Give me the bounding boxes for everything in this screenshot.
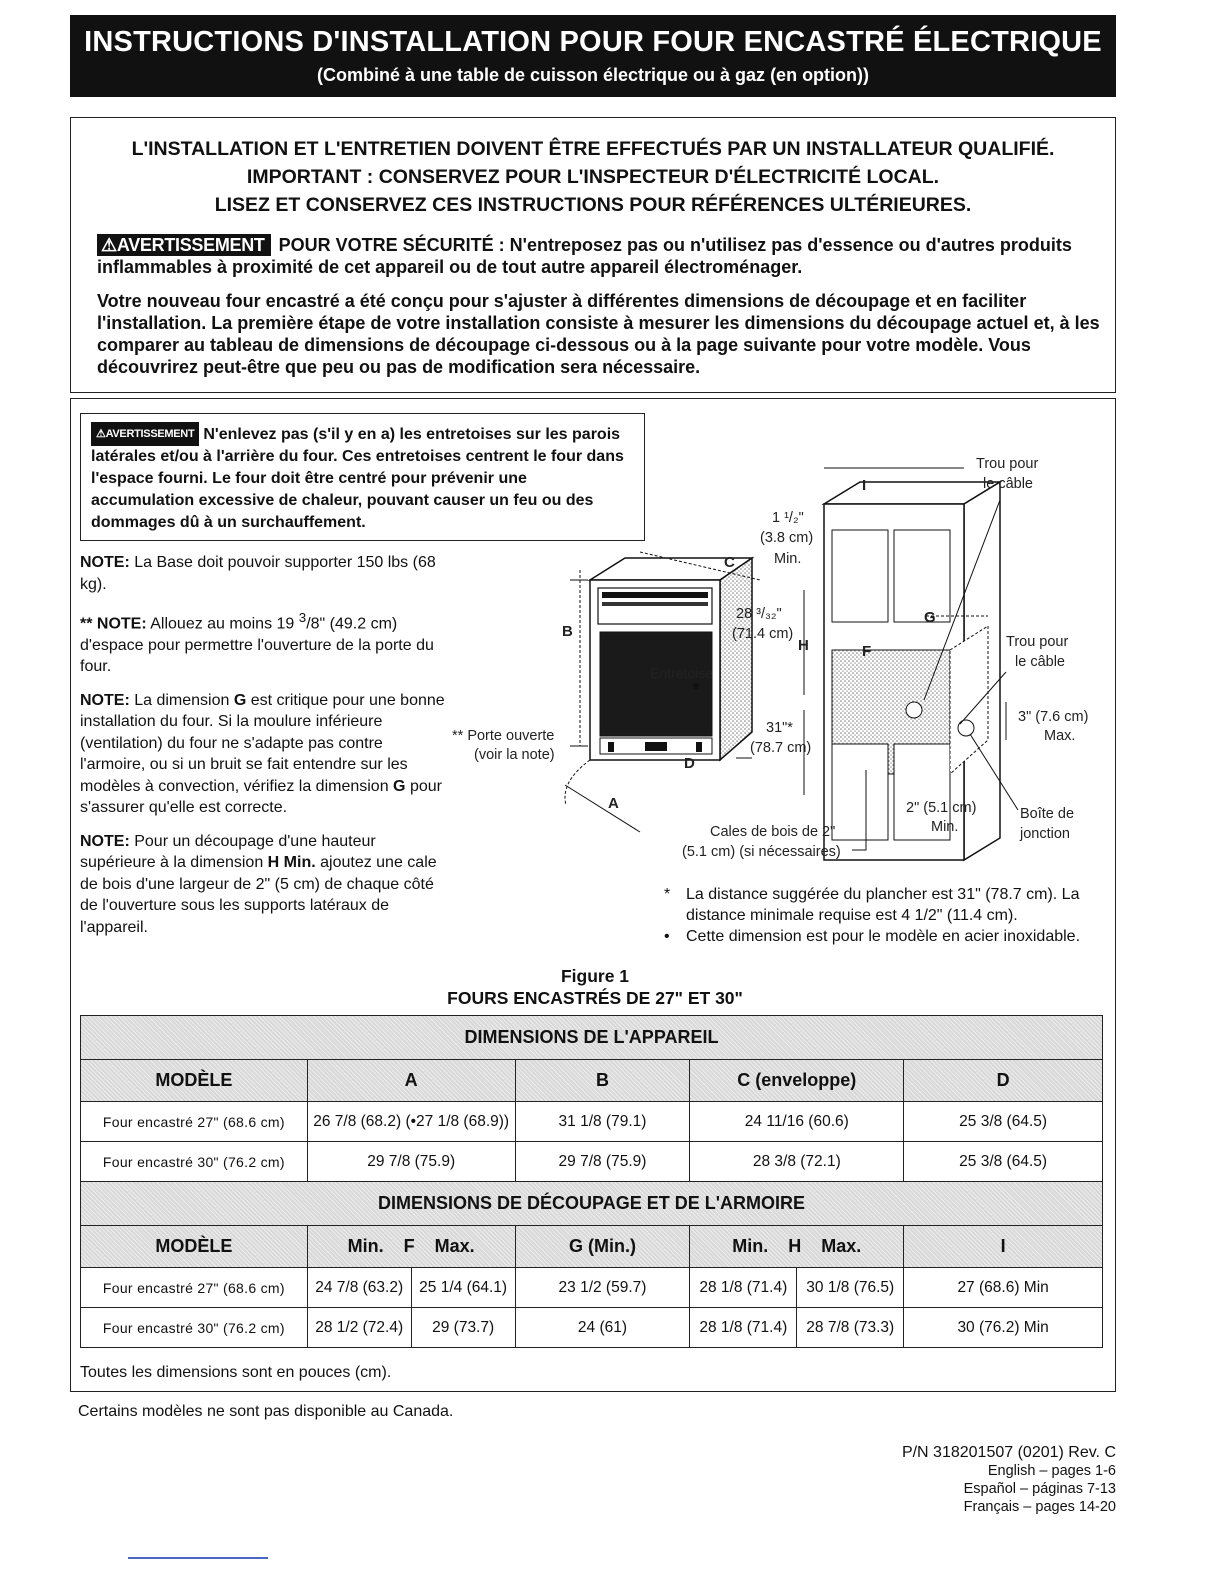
safety-warning: [97, 234, 1097, 278]
table-cell: 28 1/8 (71.4): [690, 1268, 797, 1308]
part-number: P/N 318201507 (0201) Rev. C: [901, 1444, 1116, 1461]
label-28: 28 ³/₃₂": [736, 606, 782, 622]
table-cell: 28 1/8 (71.4): [690, 1308, 797, 1348]
table-header-row: [81, 1226, 1103, 1268]
note-door: [80, 607, 445, 678]
figure-title: FOURS ENCASTRÉS DE 27" ET 30": [447, 988, 743, 1008]
col-header: D: [904, 1060, 1103, 1102]
warning-triangle-icon: ⚠: [101, 235, 117, 255]
language-english: English – pages 1-6: [987, 1463, 1116, 1479]
col-header: C (enveloppe): [690, 1060, 904, 1102]
page-subtitle: (Combiné à une table de cuisson électrique ou à gaz (en option)): [316, 65, 870, 85]
note-label: NOTE:: [80, 554, 130, 571]
section-cutout-dimensions: DIMENSIONS DE DÉCOUPAGE ET DE L'ARMOIRE: [81, 1182, 1103, 1226]
note-text: La Base doit pouvoir supporter 150 lbs (68 kg).: [80, 554, 436, 593]
note-g: G: [393, 777, 406, 795]
label-2in: 2" (5.1 cm): [906, 800, 977, 816]
note-dimension-g: [80, 690, 445, 819]
label-junction-box-b: jonction: [1020, 826, 1070, 842]
warning-badge: [97, 234, 271, 256]
note-label: NOTE:: [80, 832, 130, 850]
label-wood-shims-b: (5.1 cm) (si nécessaires): [682, 844, 841, 860]
label-i: I: [862, 477, 867, 494]
table-cell: 25 3/8 (64.5): [904, 1142, 1103, 1182]
table-cell: 30 (76.2) Min: [904, 1308, 1103, 1348]
units-note: Toutes les dimensions sont en pouces (cm).: [80, 1364, 392, 1381]
spacer-warning-badge-label: AVERTISSEMENT: [105, 428, 195, 440]
label-cable-hole-1b: le câble: [983, 476, 1033, 492]
table-cell: 28 7/8 (73.3): [797, 1308, 904, 1348]
intro-paragraph: Votre nouveau four encastré a été conçu pour s'ajuster à différentes dimensions de découpage et en faciliter l'installation. La première étape de votre installation consiste à mesurer les dimensions du découpage actuel et, à les comparer au tableau de dimensions de découpage ci-dessous ou à la page suivante pour votre modèle. Vous découvrirez peut-être que peu ou pas de modification sera nécessaire.: [97, 291, 1100, 377]
note-text: /8" (49.2 cm) d'espace pour permettre l'ouverture de la porte du four.: [80, 615, 434, 676]
label-78-7cm: (78.7 cm): [750, 740, 812, 756]
note-h-min: H Min.: [267, 854, 316, 872]
table-cell: Four encastré 30" (76.2 cm): [81, 1308, 308, 1348]
note-text: Allouez au moins 19: [146, 615, 299, 633]
footnote-row: [664, 884, 1104, 926]
col-header: Min. H Max.: [690, 1226, 904, 1268]
note-text: est critique pour une bonne installation du four. Si la moulure inférieure (ventilation) du four ne s'adapte pas contre l'armoire, ou si un bruit se fait entendre sur les modèles à convection, vérifiez la dimension: [80, 691, 445, 795]
page-title: INSTRUCTIONS D'INSTALLATION POUR FOUR ENCASTRÉ ÉLECTRIQUE: [84, 26, 1102, 58]
table-cell: 29 7/8 (75.9): [515, 1142, 690, 1182]
intro-line-2: IMPORTANT : CONSERVEZ POUR L'INSPECTEUR D'ÉLECTRICITÉ LOCAL.: [246, 166, 940, 188]
label-a: A: [608, 795, 619, 812]
note-label: NOTE:: [80, 691, 130, 709]
intro-line-1: L'INSTALLATION ET L'ENTRETIEN DOIVENT ÊTRE EFFECTUÉS PAR UN INSTALLATEUR QUALIFIÉ.: [131, 138, 1055, 160]
dimensions-table: [80, 1015, 1103, 1348]
label-71-4cm: (71.4 cm): [732, 626, 794, 642]
section-appliance-dimensions: DIMENSIONS DE L'APPAREIL: [81, 1016, 1103, 1060]
installation-diagram: [440, 440, 1120, 880]
table-cell: Four encastré 27" (68.6 cm): [81, 1102, 308, 1142]
label-cable-hole-1: Trou pour: [976, 456, 1039, 472]
table-row: [81, 1142, 1103, 1182]
label-b: B: [562, 623, 573, 640]
table-section-header: [81, 1182, 1103, 1226]
table-cell: 25 3/8 (64.5): [904, 1102, 1103, 1142]
note-text: La dimension: [129, 691, 234, 709]
label-entretoise: Entretoise: [650, 665, 714, 681]
table-cell: 29 (73.7): [411, 1308, 515, 1348]
spacer-warning-badge: [91, 422, 199, 446]
col-header: B: [515, 1060, 690, 1102]
figure-number: Figure 1: [560, 966, 630, 986]
note-text: Pour un découpage d'une hauteur supérieure à la dimension: [80, 832, 376, 872]
intro-box: [70, 117, 1116, 393]
label-min-1-5: 1 ¹/₂": [772, 510, 804, 526]
label-door-open: ** Porte ouverte: [452, 728, 555, 744]
table-cell: 29 7/8 (75.9): [307, 1142, 515, 1182]
footer-rule: [128, 1557, 268, 1559]
label-cable-hole-2: Trou pour: [1006, 634, 1069, 650]
canada-note: Certains modèles ne sont pas disponible au Canada.: [78, 1403, 454, 1420]
table-cell: 28 1/2 (72.4): [307, 1308, 411, 1348]
oven-drawing: [590, 558, 752, 760]
table-cell: 25 1/4 (64.1): [411, 1268, 515, 1308]
page-header: [70, 15, 1116, 97]
note-text: ajoutez une cale de bois d'une largeur de 2" (5 cm) de chaque côté de l'ouverture sous les supports latéraux de l'appareil.: [80, 854, 437, 936]
label-31: 31"*: [766, 720, 793, 736]
label-d: D: [684, 755, 695, 772]
safety-warning-text: POUR VOTRE SÉCURITÉ : N'entreposez pas ou n'utilisez pas d'essence ou d'autres produits inflammables à proximité de cet appareil ou de tout autre appareil électroménager.: [97, 235, 1072, 277]
note-cutout-height: [80, 831, 445, 939]
label-f: F: [862, 643, 872, 660]
col-header: MODÈLE: [81, 1226, 308, 1268]
table-header-row: [81, 1060, 1103, 1102]
col-header: MODÈLE: [81, 1060, 308, 1102]
table-cell: 24 7/8 (63.2): [307, 1268, 411, 1308]
footnote-text: Cette dimension est pour le modèle en acier inoxidable.: [686, 928, 1081, 945]
intro-line-3: LISEZ ET CONSERVEZ CES INSTRUCTIONS POUR RÉFÉRENCES ULTÉRIEURES.: [214, 194, 972, 216]
spacer-warning-text: N'enlevez pas (s'il y en a) les entretoises sur les parois latérales et/ou à l'arrière du four. Ces entretoises centrent le four dans l'espace fourni. Le four doit être centré pour prévenir une accumulation excessive de chaleur, pouvant causer un feu ou des dommages dû à un surchauffement.: [91, 426, 624, 531]
language-french: Français – pages 14-20: [963, 1499, 1116, 1515]
table-cell: 30 1/8 (76.5): [797, 1268, 904, 1308]
label-wood-shims: Cales de bois de 2": [710, 824, 836, 840]
note-base: [80, 552, 445, 595]
table-cell: 24 11/16 (60.6): [690, 1102, 904, 1142]
label-c: C: [724, 554, 735, 571]
table-row: [81, 1268, 1103, 1308]
col-header: A: [307, 1060, 515, 1102]
table-cell: 26 7/8 (68.2) (•27 1/8 (68.9)): [307, 1102, 515, 1142]
language-spanish: Español – páginas 7-13: [963, 1481, 1116, 1497]
label-door-note: (voir la note): [474, 747, 555, 763]
table-row: [81, 1102, 1103, 1142]
note-fraction: 3: [298, 610, 307, 625]
label-2in-min: Min.: [931, 819, 959, 835]
label-3in: 3" (7.6 cm): [1018, 709, 1089, 725]
label-g: G: [924, 609, 936, 626]
footnote-row: [664, 926, 1104, 947]
table-cell: 28 3/8 (72.1): [690, 1142, 904, 1182]
note-g: G: [233, 691, 247, 709]
table-cell: 24 (61): [515, 1308, 690, 1348]
table-cell: 31 1/8 (79.1): [515, 1102, 690, 1142]
label-min-3-8cm: (3.8 cm): [760, 530, 814, 546]
table-cell: 23 1/2 (59.7): [515, 1268, 690, 1308]
part-number-block: [902, 1444, 1116, 1516]
label-junction-box: Boîte de: [1020, 806, 1075, 822]
figure-footnotes: [664, 884, 1104, 947]
col-header: I: [904, 1226, 1103, 1268]
label-min: Min.: [774, 551, 802, 567]
footnote-mark: •: [664, 928, 670, 945]
label-h: H: [798, 637, 809, 654]
label-cable-hole-2b: le câble: [1015, 654, 1065, 670]
table-cell: Four encastré 27" (68.6 cm): [81, 1268, 308, 1308]
label-3in-max: Max.: [1044, 728, 1076, 744]
table-section-header: [81, 1016, 1103, 1060]
col-header: G (Min.): [515, 1226, 690, 1268]
figure-caption: [80, 965, 1110, 1009]
footnote-text: La distance suggérée du plancher est 31" (78.7 cm). La distance minimale requise est 4 1/2" (11.4 cm).: [686, 886, 1080, 924]
warning-badge-label: AVERTISSEMENT: [116, 235, 265, 255]
warning-triangle-icon: ⚠: [96, 428, 106, 440]
note-label: ** NOTE:: [80, 615, 147, 633]
notes-column: [80, 552, 445, 950]
table-cell: Four encastré 30" (76.2 cm): [81, 1142, 308, 1182]
table-cell: 27 (68.6) Min: [904, 1268, 1103, 1308]
note-text: pour s'assurer qu'elle est correcte.: [80, 777, 442, 817]
table-row: [81, 1308, 1103, 1348]
col-header: Min. F Max.: [307, 1226, 515, 1268]
footnote-mark: *: [664, 886, 671, 903]
